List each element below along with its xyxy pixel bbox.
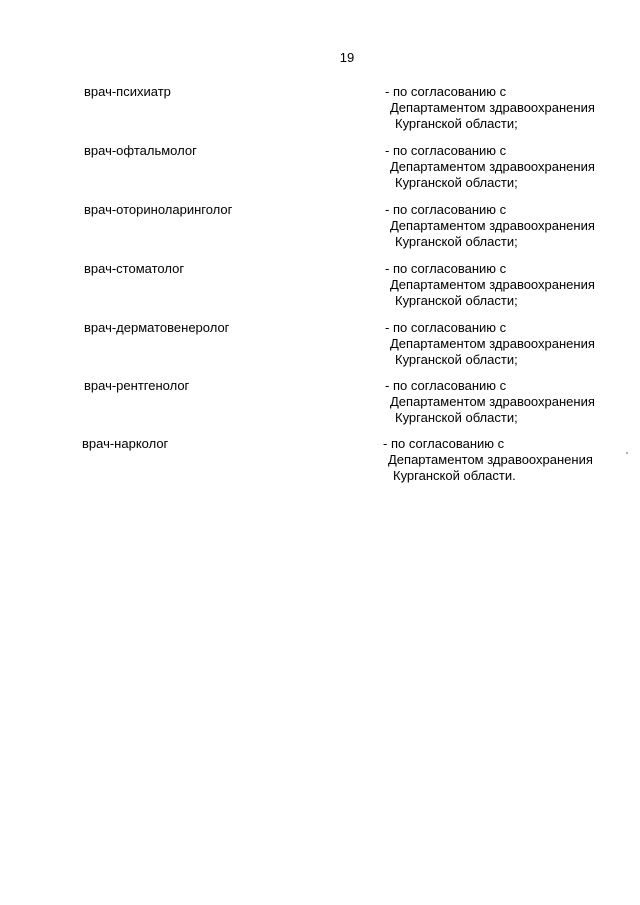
approval-text: - по согласованию с Департаментом здравоохранения Курганской области. [383, 436, 593, 483]
approval-text: - по согласованию с Департаментом здравоохранения Курганской области; [385, 261, 595, 308]
list-item [0, 143, 640, 199]
approval-text: - по согласованию с Департаментом здравоохранения Курганской области; [385, 143, 595, 190]
approval-text: - по согласованию с Департаментом здравоохранения Курганской области; [385, 84, 595, 131]
specialist-role: врач-рентгенолог [84, 378, 190, 393]
approval-text: - по согласованию с Департаментом здравоохранения Курганской области; [385, 202, 595, 249]
specialist-role: врач-дерматовенеролог [84, 320, 230, 335]
approval-text: - по согласованию с Департаментом здравоохранения Курганской области; [385, 320, 595, 367]
list-item [0, 202, 640, 258]
page-number: 19 [339, 50, 355, 65]
specialist-role: врач-оториноларинголог [84, 202, 233, 217]
list-item [0, 378, 640, 434]
specialist-role: врач-нарколог [82, 436, 169, 451]
list-item [0, 436, 640, 492]
approval-text: - по согласованию с Департаментом здравоохранения Курганской области; [385, 378, 595, 425]
list-item [0, 320, 640, 376]
scan-speck [626, 452, 628, 454]
list-item [0, 84, 640, 140]
specialist-role: врач-стоматолог [84, 261, 185, 276]
specialist-role: врач-офтальмолог [84, 143, 197, 158]
specialist-role: врач-психиатр [84, 84, 171, 99]
list-item [0, 261, 640, 317]
